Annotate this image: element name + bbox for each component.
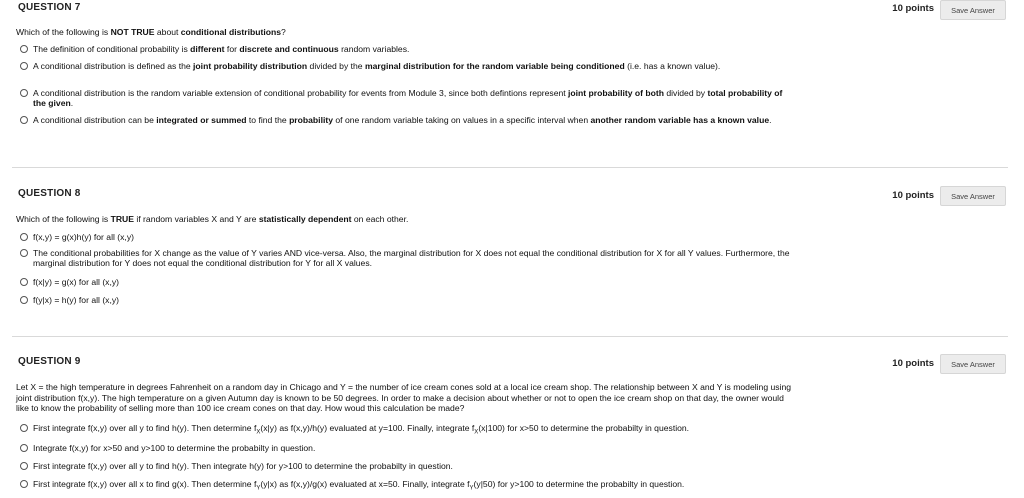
radio-button[interactable]: [20, 444, 28, 452]
text-run: (x|y) as f(x,y)/h(y) evaluated at y=100. Finally, integrate f: [260, 423, 475, 433]
bold-text: conditional distributions: [180, 27, 282, 37]
radio-button[interactable]: [20, 233, 28, 241]
radio-button[interactable]: [20, 296, 28, 304]
radio-button[interactable]: [20, 278, 28, 286]
bold-text: joint probability distribution: [193, 61, 308, 71]
choice-label: [33, 88, 793, 108]
text-run: (i.e. has a known value).: [624, 61, 721, 71]
question-prompt: [16, 382, 792, 414]
choice-label: [33, 277, 793, 287]
save-answer-button[interactable]: Save Answer: [940, 0, 1006, 20]
subscript-text: X: [474, 429, 479, 436]
bold-text: statistically dependent: [258, 214, 352, 224]
text-run: for: [224, 44, 240, 54]
text-run: Integrate f(x,y) for x>50 and y>100 to determine the probabilty in question.: [33, 443, 316, 453]
text-run: .: [70, 98, 74, 108]
choice-label: [33, 232, 793, 242]
radio-button[interactable]: [20, 462, 28, 470]
text-run: on each other.: [351, 214, 409, 224]
text-run: First integrate f(x,y) over all y to find h(y). Then determine f: [33, 423, 257, 433]
text-run: divided by: [663, 88, 708, 98]
save-answer-button[interactable]: Save Answer: [940, 186, 1006, 206]
section-divider: [12, 336, 1008, 337]
text-run: random variables.: [338, 44, 410, 54]
text-run: A conditional distribution is defined as the: [33, 61, 194, 71]
text-run: f(x|y) = g(x) for all (x,y): [33, 277, 120, 287]
bold-text: total probability of the given: [33, 88, 783, 108]
question-title: QUESTION 9: [18, 356, 81, 367]
radio-button[interactable]: [20, 480, 28, 488]
choice-label: [33, 61, 793, 71]
text-run: .: [769, 115, 772, 125]
text-run: A conditional distribution can be: [33, 115, 157, 125]
text-run: Let X = the high temperature in degrees Fahrenheit on a random day in Chicago and Y = the number of ice cream cones sold at a local ice cream shop. The relationship between X and Y is modeling using joint distribution f(x,y). The high temperature on a given Autumn day is known to be 50 degrees. In order to make a decision about whether or not to open the ice cream shop on that day, the owner would like to know the probability of selling more than 100 ice cream cones on that day. How woud this calculation be made?: [16, 382, 792, 413]
text-run: A conditional distribution is the random variable extension of conditional probability for events from Module 3, since both defintions represent: [33, 88, 569, 98]
choice-label: [33, 248, 793, 268]
choice-label: [33, 115, 793, 125]
bold-text: joint probability of both: [568, 88, 664, 98]
bold-text: probability: [289, 115, 333, 125]
text-run: (x|100) for x>50 to determine the probabilty in question.: [478, 423, 690, 433]
choice-label: [33, 44, 793, 54]
text-run: First integrate f(x,y) over all y to find h(y). Then integrate h(y) for y>100 to determine the probabilty in question.: [33, 461, 453, 471]
question-title: QUESTION 7: [18, 2, 81, 13]
radio-button[interactable]: [20, 45, 28, 53]
subscript-text: X: [256, 429, 261, 436]
question-title: QUESTION 8: [18, 188, 81, 199]
text-run: divided by the: [307, 61, 365, 71]
radio-button[interactable]: [20, 116, 28, 124]
subscript-text: Y: [469, 485, 474, 492]
section-divider: [12, 167, 1008, 168]
choice-label: [33, 461, 793, 471]
bold-text: another random variable has a known value: [590, 115, 770, 125]
choice-label: [33, 295, 793, 305]
text-run: to find the: [246, 115, 290, 125]
text-run: f(x,y) = g(x)h(y) for all (x,y): [33, 232, 134, 242]
text-run: about: [154, 27, 181, 37]
points-label: 10 points: [892, 190, 934, 201]
text-run: of one random variable taking on values in a specific interval when: [333, 115, 591, 125]
save-answer-button[interactable]: Save Answer: [940, 354, 1006, 374]
radio-button[interactable]: [20, 249, 28, 257]
text-run: (y|x) as f(x,y)/g(x) evaluated at x=50. Finally, integrate f: [260, 479, 470, 489]
subscript-text: Y: [256, 485, 261, 492]
radio-button[interactable]: [20, 89, 28, 97]
question-7-header: [0, 2, 1010, 24]
text-run: f(y|x) = h(y) for all (x,y): [33, 295, 120, 305]
text-run: if random variables X and Y are: [133, 214, 259, 224]
text-run: ?: [281, 27, 286, 37]
bold-text: integrated or summed: [156, 115, 247, 125]
question-9-header: [0, 356, 1010, 378]
bold-text: NOT TRUE: [110, 27, 155, 37]
text-run: (y|50) for y>100 to determine the probabilty in question.: [473, 479, 685, 489]
text-run: The definition of conditional probability is: [33, 44, 191, 54]
text-run: Which of the following is: [16, 27, 111, 37]
bold-text: discrete and continuous: [239, 44, 339, 54]
text-run: The conditional probabilities for X change as the value of Y varies AND vice-versa. Also, the marginal distribution for X does not equal the conditional distribution for X for all Y values. Furthermore, the marginal distribution for Y does not equal the conditional distribution for Y for all X values.: [33, 248, 790, 268]
radio-button[interactable]: [20, 62, 28, 70]
choice-label: [33, 443, 793, 453]
points-label: 10 points: [892, 3, 934, 14]
points-label: 10 points: [892, 358, 934, 369]
radio-button[interactable]: [20, 424, 28, 432]
text-run: Which of the following is: [16, 214, 111, 224]
bold-text: TRUE: [110, 214, 134, 224]
choice-label: [33, 423, 793, 438]
question-prompt: [16, 214, 796, 225]
bold-text: marginal distribution for the random variable being conditioned: [364, 61, 625, 71]
question-8-header: [0, 188, 1010, 210]
bold-text: different: [190, 44, 225, 54]
question-prompt: [16, 27, 796, 38]
choice-label: [33, 479, 793, 494]
text-run: First integrate f(x,y) over all x to find g(x). Then determine f: [33, 479, 257, 489]
